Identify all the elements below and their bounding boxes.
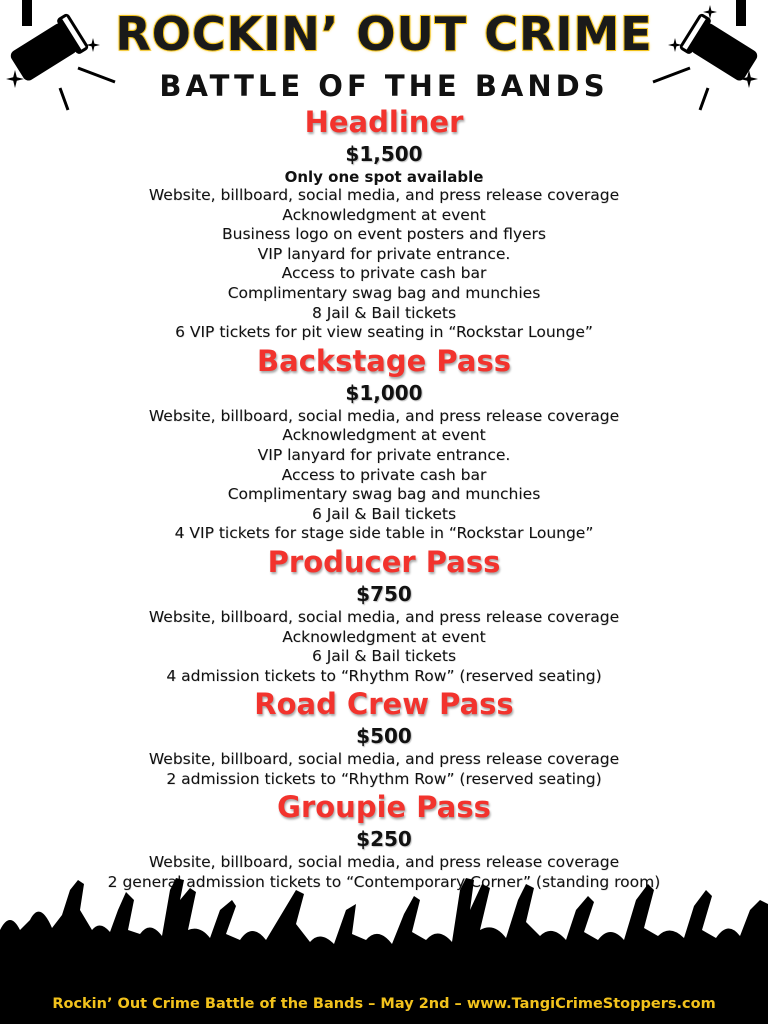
perk-item: Website, billboard, social media, and press release coverage [148, 406, 620, 425]
tier-headliner [0, 104, 768, 343]
perk-item: Website, billboard, social media, and press release coverage [148, 607, 620, 626]
tier-name: Backstage Pass [257, 343, 511, 378]
tier-price: $1,500 [345, 142, 423, 166]
perk-item: 4 VIP tickets for stage side table in “Rockstar Lounge” [174, 524, 594, 543]
perk-item: 6 VIP tickets for pit view seating in “Rockstar Lounge” [175, 323, 593, 342]
tier-name: Groupie Pass [277, 790, 491, 825]
perk-item: Complimentary swag bag and munchies [227, 485, 541, 504]
perk-item: Access to private cash bar [281, 264, 487, 283]
perk-item: 2 general admission tickets to “Contemporary Corner” (standing room) [107, 873, 661, 892]
tier-price: $750 [356, 581, 412, 606]
tier-price: $1,000 [345, 380, 423, 405]
tier-road-crew-pass [0, 686, 768, 789]
perk-item: Acknowledgment at event [282, 205, 486, 224]
tier-producer-pass [0, 544, 768, 686]
perk-item: Website, billboard, social media, and press release coverage [148, 186, 620, 204]
perk-item: Website, billboard, social media, and press release coverage [148, 750, 620, 769]
perk-item: Business logo on event posters and flyers [221, 225, 547, 244]
perk-item: Complimentary swag bag and munchies [227, 283, 541, 302]
perk-item: VIP lanyard for private entrance. [257, 445, 511, 464]
perk-item: 2 admission tickets to “Rhythm Row” (reserved seating) [166, 769, 602, 788]
tier-backstage-pass [0, 343, 768, 544]
perk-item: 6 Jail & Bail tickets [311, 647, 457, 666]
tier-name: Road Crew Pass [254, 687, 514, 722]
perk-item: Acknowledgment at event [282, 627, 486, 646]
event-subtitle: BATTLE OF THE BANDS [159, 69, 609, 103]
tier-price: $250 [356, 827, 412, 852]
perk-item: 6 Jail & Bail tickets [311, 504, 457, 523]
perk-item: Acknowledgment at event [282, 426, 486, 445]
perk-item: 4 admission tickets to “Rhythm Row” (reserved seating) [166, 666, 602, 685]
sponsorship-tiers [0, 104, 768, 893]
perk-item: Website, billboard, social media, and press release coverage [148, 853, 620, 872]
footer-text: Rockin’ Out Crime Battle of the Bands – May 2nd – www.TangiCrimeStoppers.com [52, 996, 716, 1012]
tier-price: $500 [356, 724, 412, 749]
perk-item: Access to private cash bar [281, 465, 487, 484]
perk-item: 8 Jail & Bail tickets [311, 303, 457, 322]
tier-name: Producer Pass [267, 544, 501, 579]
tier-name: Headliner [304, 105, 464, 139]
tier-note: Only one spot available [284, 168, 484, 186]
perk-item: VIP lanyard for private entrance. [257, 244, 511, 263]
event-title: ROCKIN’ OUT CRIME [115, 7, 653, 61]
